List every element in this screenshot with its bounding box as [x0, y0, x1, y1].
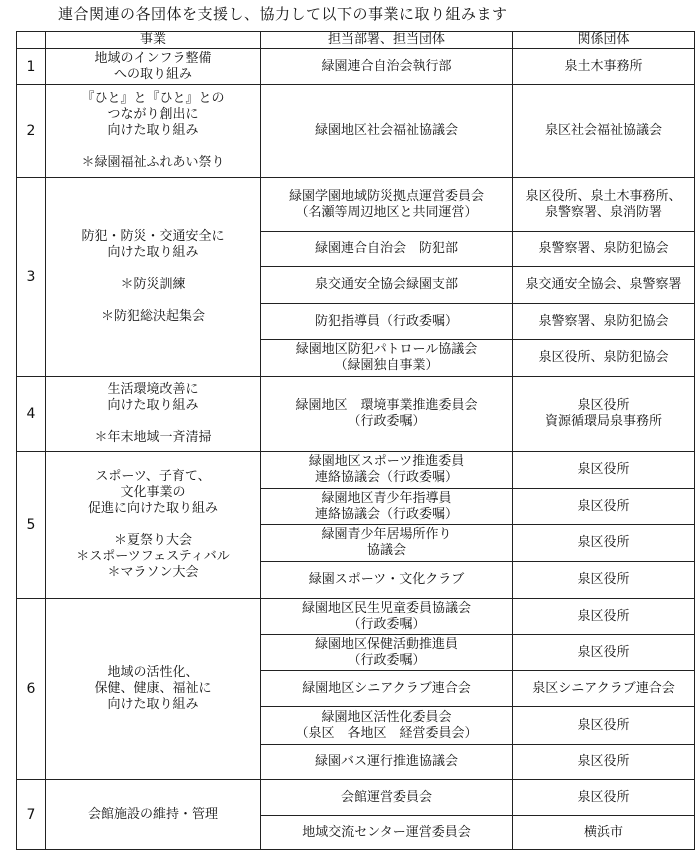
column-header-project: 事業: [46, 32, 261, 49]
department-cell: 会館運営委員会: [261, 780, 513, 816]
page-heading: 連合関連の各団体を支援し、協力して以下の事業に取り組みます: [58, 5, 508, 23]
related-cell: 泉区役所: [513, 635, 695, 671]
related-cell: 泉区役所: [513, 452, 695, 489]
column-header-department: 担当部署、担当団体: [261, 32, 513, 49]
related-cell: 泉区役所 資源循環局泉事務所: [513, 377, 695, 452]
department-cell: 緑園地区スポーツ推進委員 連絡協議会（行政委嘱）: [261, 452, 513, 489]
related-cell: 泉警察署、泉防犯協会: [513, 304, 695, 340]
department-cell: 緑園地区社会福祉協議会: [261, 85, 513, 178]
department-cell: 泉交通安全協会緑園支部: [261, 267, 513, 304]
project-cell: スポーツ、子育て、 文化事業の 促進に向けた取り組み ＊夏祭り大会 ＊スポーツフェスティバル ＊マラソン大会: [46, 452, 261, 599]
department-cell: 緑園地区保健活動推進員 （行政委嘱）: [261, 635, 513, 671]
related-cell: 泉警察署、泉防犯協会: [513, 232, 695, 267]
related-cell: 泉区役所: [513, 562, 695, 599]
related-cell: 泉区役所、泉土木事務所、 泉警察署、泉消防署: [513, 178, 695, 232]
project-cell: 生活環境改善に 向けた取り組み ＊年末地域一斉清掃: [46, 377, 261, 452]
department-cell: 緑園バス運行推進協議会: [261, 745, 513, 780]
department-cell: 緑園地区防犯パトロール協議会 （緑園独自事業）: [261, 340, 513, 377]
department-cell: 緑園地区青少年指導員 連絡協議会（行政委嘱）: [261, 489, 513, 525]
department-cell: 緑園学園地域防災拠点運営委員会 （名瀬等周辺地区と共同運営）: [261, 178, 513, 232]
related-cell: 泉区役所: [513, 707, 695, 745]
project-table: [16, 31, 695, 850]
related-cell: 泉区シニアクラブ連合会: [513, 671, 695, 707]
related-cell: 泉区役所、泉防犯協会: [513, 340, 695, 377]
project-cell: 地域の活性化、 保健、健康、福祉に 向けた取り組み: [46, 599, 261, 780]
department-cell: 緑園連合自治会執行部: [261, 49, 513, 85]
table-row: [17, 49, 695, 85]
department-cell: 緑園地区民生児童委員協議会 （行政委嘱）: [261, 599, 513, 635]
table-row: [17, 599, 695, 635]
related-cell: 泉交通安全協会、泉警察署: [513, 267, 695, 304]
department-cell: 緑園連合自治会 防犯部: [261, 232, 513, 267]
department-cell: 防犯指導員（行政委嘱）: [261, 304, 513, 340]
related-cell: 泉土木事務所: [513, 49, 695, 85]
department-cell: 緑園地区シニアクラブ連合会: [261, 671, 513, 707]
header-row: [17, 32, 695, 49]
related-cell: 泉区役所: [513, 599, 695, 635]
row-number: 7: [17, 780, 46, 850]
related-cell: 泉区役所: [513, 780, 695, 816]
row-number: 5: [17, 452, 46, 599]
column-header-related: 関係団体: [513, 32, 695, 49]
table-row: [17, 377, 695, 452]
department-cell: 緑園地区 環境事業推進委員会 （行政委嘱）: [261, 377, 513, 452]
department-cell: 地域交流センター運営委員会: [261, 816, 513, 850]
related-cell: 横浜市: [513, 816, 695, 850]
row-number: 1: [17, 49, 46, 85]
row-number: 6: [17, 599, 46, 780]
table-row: [17, 178, 695, 232]
related-cell: 泉区役所: [513, 525, 695, 562]
department-cell: 緑園青少年居場所作り 協議会: [261, 525, 513, 562]
related-cell: 泉区役所: [513, 489, 695, 525]
row-number: 4: [17, 377, 46, 452]
project-cell: 地域のインフラ整備 への取り組み: [46, 49, 261, 85]
table-row: [17, 452, 695, 489]
related-cell: 泉区社会福祉協議会: [513, 85, 695, 178]
column-header-number: [17, 32, 46, 49]
table-row: [17, 780, 695, 816]
project-cell: 『ひと』と『ひと』との つながり創出に 向けた取り組み ＊緑園福祉ふれあい祭り: [46, 85, 261, 178]
row-number: 2: [17, 85, 46, 178]
row-number: 3: [17, 178, 46, 377]
project-cell: 会館施設の維持・管理: [46, 780, 261, 850]
department-cell: 緑園スポーツ・文化クラブ: [261, 562, 513, 599]
project-cell: 防犯・防災・交通安全に 向けた取り組み ＊防災訓練 ＊防犯総決起集会: [46, 178, 261, 377]
related-cell: 泉区役所: [513, 745, 695, 780]
department-cell: 緑園地区活性化委員会 （泉区 各地区 経営委員会）: [261, 707, 513, 745]
table-row: [17, 85, 695, 178]
